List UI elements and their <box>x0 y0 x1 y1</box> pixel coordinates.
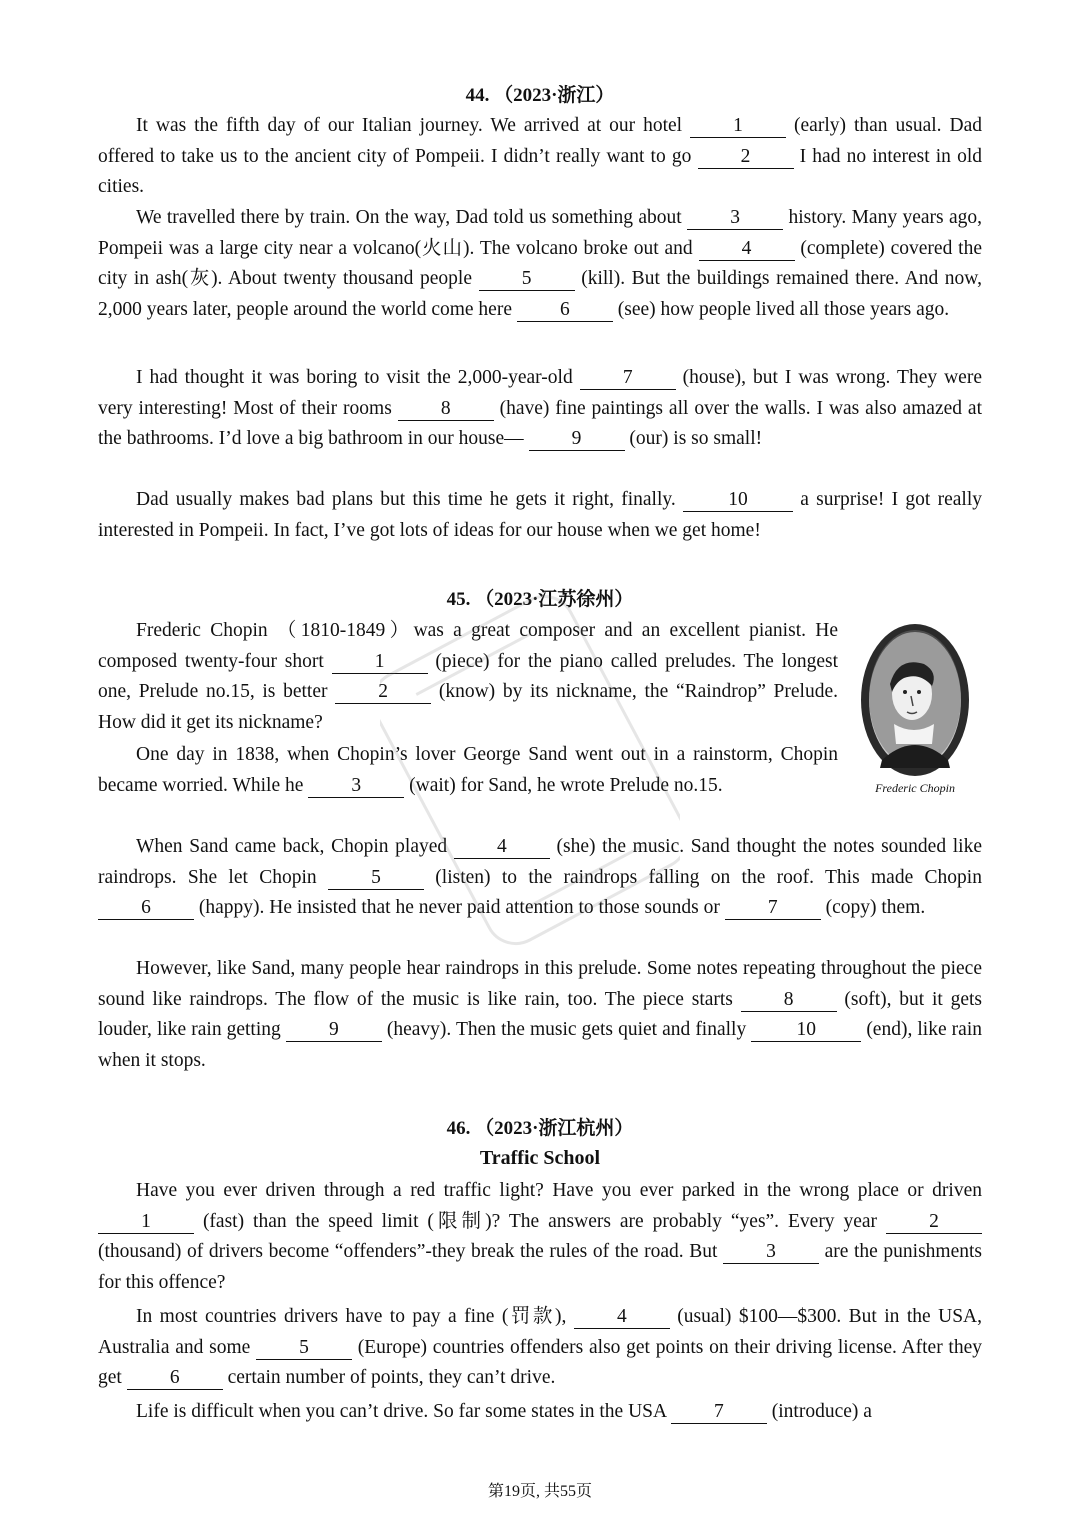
page-number-footer: 第19页, 共55页 <box>487 1483 592 1500</box>
answer-blank[interactable]: 9 <box>286 1019 382 1042</box>
answer-blank[interactable]: 5 <box>328 867 424 890</box>
paragraph-text: In most countries drivers have to pay a fine (罚款), <box>136 1306 574 1327</box>
paragraph-text: Frederic Chopin （1810-1849）was a great composer and an excellent pianist. He composed twenty-four short <box>98 620 838 672</box>
q45-heading: 45. （2023·江苏徐州） <box>446 589 634 610</box>
answer-blank[interactable]: 3 <box>723 1241 819 1264</box>
answer-blank[interactable]: 2 <box>886 1211 982 1234</box>
paragraph-text: It was the fifth day of our Italian journey. We arrived at our hotel <box>136 115 691 136</box>
paragraph-text: history. Many years ago, Pompeii was a large city near a volcano(火山). The volcano broke out and <box>98 207 982 259</box>
q44-paragraph-1 <box>98 111 982 203</box>
paragraph-text: are the punishments for this offence? <box>98 1241 982 1293</box>
answer-blank[interactable]: 4 <box>699 238 795 261</box>
paragraph-text: (soft), but it gets louder, like rain getting <box>98 988 982 1040</box>
paragraph-text: (see) how people lived all those years ago. <box>612 298 950 320</box>
paragraph-text: Life is difficult when you can’t drive. So far some states in the USA <box>136 1401 671 1422</box>
q45-paragraph-3 <box>98 832 982 924</box>
q45-paragraph-4 <box>98 954 982 1076</box>
paragraph-text: However, like Sand, many people hear raindrops in this prelude. Some notes repeating throughout the piece sound like raindrops. The flow of the music is like rain, too. The piece starts <box>98 958 982 1010</box>
answer-blank[interactable]: 10 <box>683 489 793 512</box>
paragraph-text: One day in 1838, when Chopin’s lover George Sand went out in a rainstorm, Chopin became worried. While he <box>98 744 838 796</box>
q46-paragraph-2 <box>98 1302 982 1394</box>
paragraph-text: (Europe) countries offenders also get points on their driving license. After they get <box>98 1336 982 1388</box>
paragraph-text: (she) the music. Sand thought the notes sounded like raindrops. She let Chopin <box>98 836 982 888</box>
paragraph-text: (heavy). Then the music gets quiet and finally <box>381 1019 752 1040</box>
paragraph-text: (know) by its nickname, the “Raindrop” Prelude. How did it get its nickname? <box>98 681 838 733</box>
q46-heading: 46. （2023·浙江杭州） <box>446 1118 634 1139</box>
paragraph-text: (usual) $100—$300. But in the USA, Australia and some <box>98 1306 983 1358</box>
paragraph-text: (listen) to the raindrops falling on the roof. This made Chopin <box>423 866 982 888</box>
answer-blank[interactable]: 1 <box>690 115 786 138</box>
q46-title: Traffic School <box>479 1147 601 1169</box>
answer-blank[interactable]: 1 <box>98 1211 194 1234</box>
answer-blank[interactable]: 1 <box>332 651 428 674</box>
answer-blank[interactable]: 2 <box>698 146 794 169</box>
answer-blank[interactable]: 7 <box>671 1401 767 1424</box>
paragraph-text: (complete) covered the city in ash(灰). About twenty thousand people <box>98 237 982 289</box>
paragraph-text: I had no interest in old cities. <box>98 145 982 197</box>
answer-blank[interactable]: 3 <box>687 207 783 230</box>
answer-blank[interactable]: 9 <box>529 428 625 451</box>
paragraph-text: (fast) than the speed limit (限制)? The answers are probably “yes”. Every year <box>194 1210 886 1232</box>
answer-blank[interactable]: 5 <box>479 268 575 291</box>
paragraph-text: (early) than usual. Dad offered to take us to the ancient city of Pompeii. I didn’t really want to go <box>98 115 982 167</box>
paragraph-text: Dad usually makes bad plans but this time he gets it right, finally. <box>136 489 683 510</box>
answer-blank[interactable]: 8 <box>741 989 837 1012</box>
paragraph-text: (thousand) of drivers become “offenders”-they break the rules of the road. But <box>98 1241 723 1262</box>
paragraph-text: Have you ever driven through a red traffic light? Have you ever parked in the wrong place or driven <box>136 1180 982 1201</box>
q44-paragraph-4 <box>98 485 982 546</box>
paragraph-text: (piece) for the piano called preludes. The longest one, Prelude no.15, is better <box>98 650 838 702</box>
paragraph-text: (have) fine paintings all over the walls. I was also amazed at the bathrooms. I’d love a big bathroom in our house— <box>98 397 982 449</box>
answer-blank[interactable]: 2 <box>335 681 431 704</box>
answer-blank[interactable]: 5 <box>256 1337 352 1360</box>
portrait-caption: Frederic Chopin <box>875 781 955 795</box>
paragraph-text: (introduce) a <box>766 1401 872 1422</box>
answer-blank[interactable]: 7 <box>580 367 676 390</box>
q45-paragraph-1 <box>98 616 838 738</box>
paragraph-text: (end), like rain when it stops. <box>98 1019 982 1071</box>
paragraph-text: (wait) for Sand, he wrote Prelude no.15. <box>404 774 723 796</box>
q44-paragraph-3 <box>98 363 982 455</box>
paragraph-text: (happy). He insisted that he never paid attention to those sounds or <box>194 897 725 918</box>
answer-blank[interactable]: 10 <box>751 1019 861 1042</box>
paragraph-text: (copy) them. <box>820 897 926 918</box>
answer-blank[interactable]: 6 <box>517 299 613 322</box>
q44-heading: 44. （2023·浙江） <box>465 85 615 106</box>
answer-blank[interactable]: 6 <box>98 897 194 920</box>
answer-blank[interactable]: 7 <box>725 897 821 920</box>
paragraph-text: (kill). But the buildings remained there. And now, 2,000 years later, people around the world come here <box>98 268 982 320</box>
answer-blank[interactable]: 4 <box>574 1306 670 1329</box>
answer-blank[interactable]: 3 <box>308 775 404 798</box>
paragraph-text: (our) is so small! <box>624 428 763 449</box>
paragraph-text: certain number of points, they can’t drive. <box>222 1367 556 1388</box>
paragraph-text: a surprise! I got really interested in Pompeii. In fact, I’ve got lots of ideas for our house when we get home! <box>98 489 983 541</box>
chopin-portrait-image <box>858 620 972 800</box>
paragraph-text: I had thought it was boring to visit the 2,000-year-old <box>136 367 580 388</box>
paragraph-text: (house), but I was wrong. They were very interesting! Most of their rooms <box>98 367 982 419</box>
q45-paragraph-2 <box>98 740 838 801</box>
answer-blank[interactable]: 6 <box>127 1367 223 1390</box>
q44-paragraph-2 <box>98 203 982 325</box>
paragraph-text: We travelled there by train. On the way, Dad told us something about <box>136 207 688 228</box>
paragraph-text: When Sand came back, Chopin played <box>136 836 454 857</box>
answer-blank[interactable]: 8 <box>398 398 494 421</box>
q46-paragraph-3 <box>98 1397 982 1428</box>
answer-blank[interactable]: 4 <box>454 836 550 859</box>
q46-paragraph-1 <box>98 1176 982 1298</box>
